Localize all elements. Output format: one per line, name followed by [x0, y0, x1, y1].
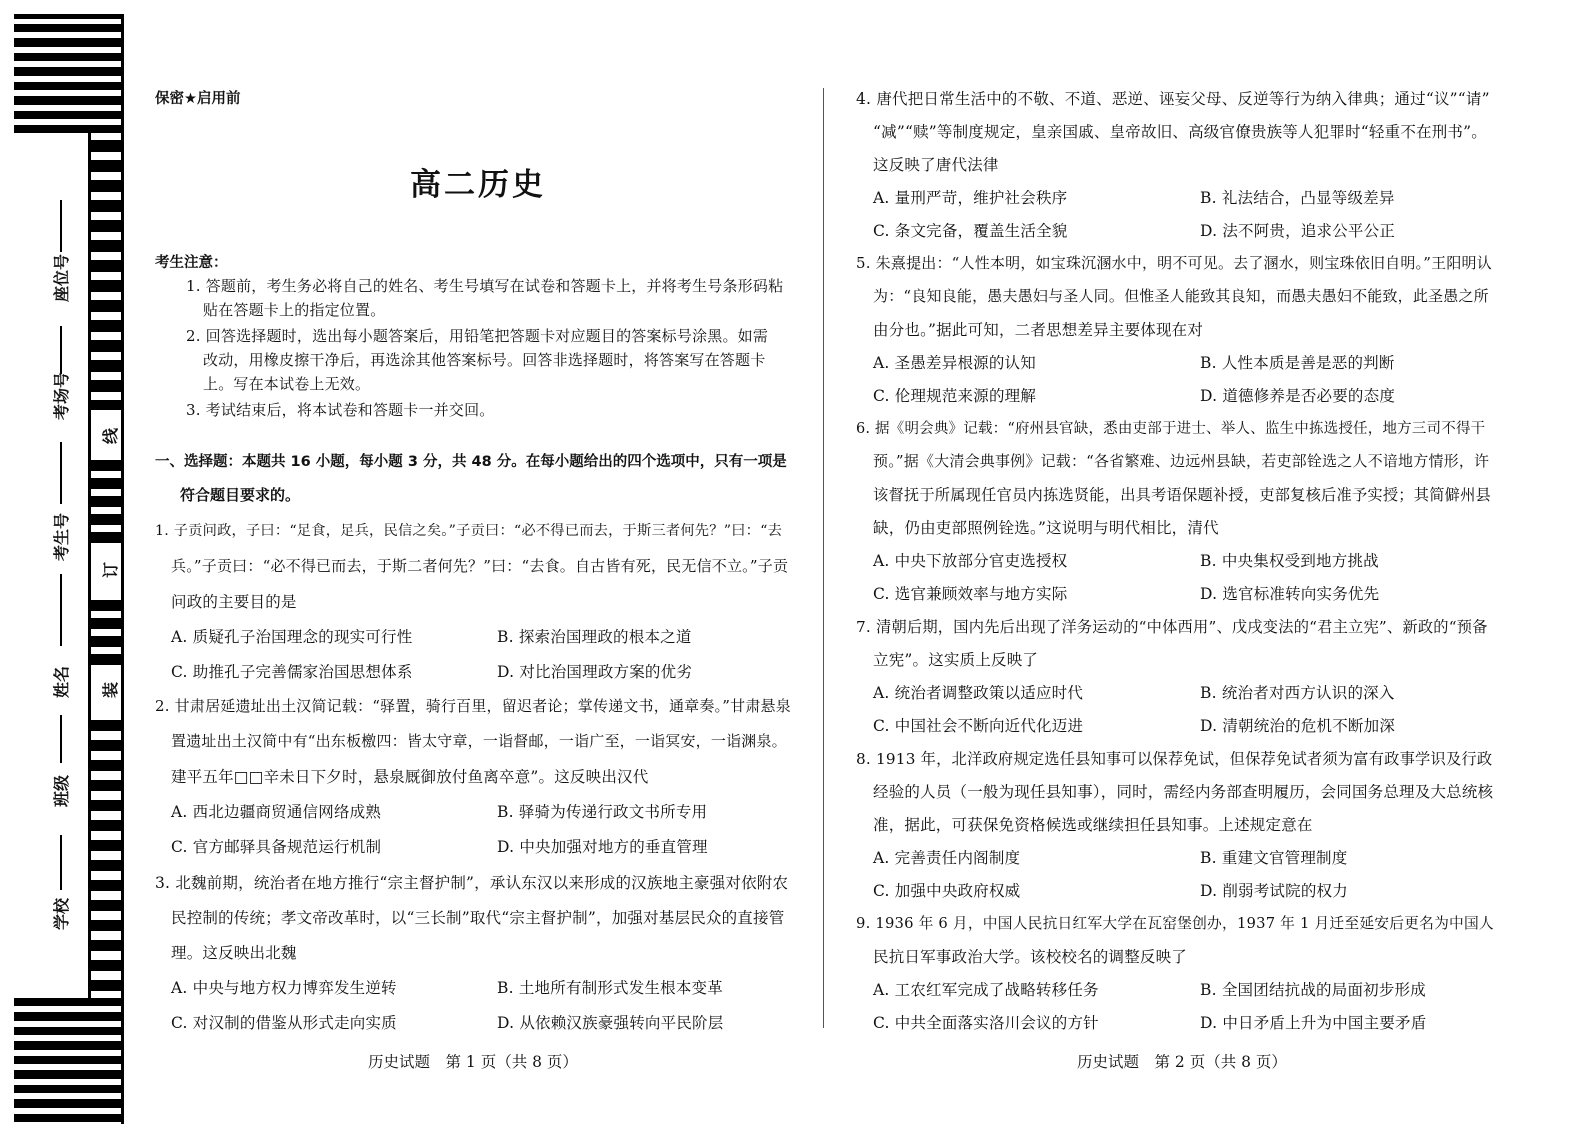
question-text: 1. 子贡问政，子曰：“足食，足兵，民信之矣。”子贡曰：“必不得已而去，于斯三者何先？”曰：“去 [155, 523, 783, 539]
option-a[interactable]: A. 中央与地方权力博弈发生逆转 [171, 979, 397, 997]
barcode-stripe [14, 1085, 124, 1093]
question-text: 这反映了唐代法律 [873, 156, 999, 174]
question-text: 由分也。”据此可知，二者思想差异主要体现在对 [873, 321, 1204, 339]
notice-line: 贴在答题卡上的指定位置。 [203, 301, 386, 319]
barcode-stripe [14, 24, 124, 32]
option-a[interactable]: A. 工农红军完成了战略转移任务 [873, 981, 1099, 999]
question-text: 问政的主要目的是 [171, 593, 297, 611]
exam-room-line[interactable] [60, 326, 62, 374]
barcode-stripe [91, 320, 121, 332]
barcode-stripe [91, 140, 121, 152]
option-a[interactable]: A. 中央下放部分官吏选授权 [873, 552, 1068, 570]
notice-line: 2. 回答选择题时，选出每小题答案后，用铅笔把答题卡对应题目的答案标号涂黑。如需 [186, 327, 769, 345]
barcode-stripe [91, 820, 121, 831]
option-a[interactable]: A. 统治者调整政策以适应时代 [873, 684, 1084, 702]
confidential-label: 保密★启用前 [155, 91, 241, 107]
option-b[interactable]: B. 全国团结抗战的局面初步形成 [1200, 981, 1426, 999]
name-line[interactable] [60, 574, 62, 646]
barcode-stripe [91, 300, 121, 312]
exam-room-label: 考场号 [52, 372, 71, 421]
question-text: 9. 1936 年 6 月，中国人民抗日红军大学在瓦窑堡创办，1937 年 1 月迁至延安后更名为中国人 [856, 915, 1494, 932]
option-d[interactable]: D. 中央加强对地方的垂直管理 [497, 838, 708, 856]
barcode-stripe [91, 654, 121, 665]
option-d[interactable]: D. 道德修养是否必要的态度 [1200, 387, 1396, 405]
barcode-stripe [91, 514, 121, 525]
option-b[interactable]: B. 驿骑为传递行政文书所专用 [497, 803, 708, 821]
barcode-stripe [91, 840, 121, 851]
barcode-stripe [14, 1012, 124, 1021]
option-a[interactable]: A. 圣愚差异根源的认知 [873, 354, 1036, 372]
question-text: 3. 北魏前期，统治者在地方推行“宗主督护制”，承认东汉以来形成的汉族地主豪强对依附农 [155, 874, 789, 892]
barcode-stripe [91, 240, 121, 252]
option-d[interactable]: D. 对比治国理政方案的优劣 [497, 663, 693, 681]
option-d[interactable]: D. 选官标准转向实务优先 [1200, 585, 1380, 603]
barcode-stripe [91, 360, 121, 372]
barcode-stripe [91, 600, 121, 611]
barcode-stripe [14, 998, 124, 1006]
option-d[interactable]: D. 清朝统治的危机不断加深 [1200, 717, 1396, 735]
option-c[interactable]: C. 中共全面落实洛川会议的方针 [873, 1014, 1099, 1032]
barcode-stripe [91, 880, 121, 891]
barcode-stripe [91, 400, 121, 410]
school-line[interactable] [60, 835, 62, 890]
barcode-stripe [91, 460, 121, 471]
barcode-stripe [91, 980, 121, 991]
question-text: 缺，仍由吏部照例铨选。”这说明与明代相比，清代 [873, 519, 1219, 537]
barcode-stripe [91, 860, 121, 871]
barcode-stripe [14, 14, 124, 19]
barcode-stripe [14, 1027, 124, 1035]
barcode-stripe [14, 1114, 124, 1122]
question-text: 理。这反映出北魏 [171, 944, 297, 962]
class-line[interactable] [60, 715, 62, 763]
notice-heading: 考生注意： [155, 255, 228, 271]
barcode-stripe [91, 800, 121, 811]
barcode-stripe [91, 280, 121, 292]
option-b[interactable]: B. 人性本质是善是恶的判断 [1200, 354, 1395, 372]
barcode-stripe [14, 1041, 124, 1050]
option-d[interactable]: D. 中日矛盾上升为中国主要矛盾 [1200, 1014, 1427, 1032]
option-d[interactable]: D. 从依赖汉族豪强转向平民阶层 [497, 1014, 724, 1032]
barcode-stripe [14, 96, 124, 105]
barcode-stripe [14, 125, 124, 133]
barcode-stripe [91, 160, 121, 172]
option-a[interactable]: A. 质疑孔子治国理念的现实可行性 [171, 628, 413, 646]
option-c[interactable]: C. 选官兼顾效率与地方实际 [873, 585, 1068, 603]
option-c[interactable]: C. 伦理规范来源的理解 [873, 387, 1037, 405]
barcode-stripe [14, 82, 124, 90]
notice-line: 3. 考试结束后，将本试卷和答题卡一并交回。 [186, 401, 495, 419]
student-number-label: 考生号 [52, 513, 71, 562]
barcode-stripe [91, 760, 121, 771]
question-text: 该督抚于所属现任官员内拣选贤能，出具考语保题补授，吏部复核后准予实授；其简僻州县 [873, 486, 1491, 504]
barcode-stripe [91, 920, 121, 931]
barcode-stripe [91, 636, 121, 647]
option-c[interactable]: C. 官方邮驿具备规范运行机制 [171, 838, 382, 856]
barcode-stripe [91, 380, 121, 392]
barcode-stripe [91, 496, 121, 507]
barcode-stripe [14, 1070, 124, 1079]
barcode-stripe [91, 340, 121, 352]
option-a[interactable]: A. 量刑严苛，维护社会秩序 [873, 189, 1068, 207]
question-text: 置遗址出土汉简中有“出东板檄四：皆太守章，一诣督邮，一诣广至，一诣冥安，一诣渊泉。 [171, 732, 787, 750]
binding-line [121, 14, 124, 1124]
section-heading: 符合题目要求的。 [180, 486, 301, 504]
option-b[interactable]: B. 统治者对西方认识的深入 [1200, 684, 1395, 702]
question-text: 立宪”。这实质上反映了 [873, 651, 1039, 669]
option-a[interactable]: A. 西北边疆商贸通信网络成熟 [171, 803, 382, 821]
notice-line: 改动，用橡皮擦干净后，再选涂其他答案标号。回答非选择题时，将答案写在答题卡 [203, 351, 766, 369]
option-b[interactable]: B. 探索治国理政的根本之道 [497, 628, 692, 646]
barcode-stripe [14, 1099, 124, 1108]
option-b[interactable]: B. 重建文官管理制度 [1200, 849, 1348, 867]
question-text: 7. 清朝后期，国内先后出现了洋务运动的“中体西用”、戊戌变法的“君主立宪”、新政的“预备 [856, 618, 1488, 636]
question-text: 6. 据《明会典》记载：“府州县官缺，悉由吏部于进士、举人、监生中拣选授任，地方三司不得干 [856, 421, 1486, 437]
option-c[interactable]: C. 助推孔子完善儒家治国思想体系 [171, 663, 413, 681]
barcode-stripe [14, 53, 124, 61]
student-number-line[interactable] [60, 442, 62, 504]
page-divider [823, 88, 824, 1028]
barcode-stripe [91, 720, 121, 731]
option-b[interactable]: B. 中央集权受到地方挑战 [1200, 552, 1379, 570]
barcode-stripe [91, 960, 121, 971]
notice-line: 1. 答题前，考生务必将自己的姓名、考生号填写在试卷和答题卡上，并将考生号条形码粘 [186, 277, 784, 295]
school-label: 学校 [52, 898, 71, 931]
notice-line: 上。写在本试卷上无效。 [203, 375, 371, 393]
option-a[interactable]: A. 完善责任内阁制度 [873, 849, 1021, 867]
question-text: 准，据此，可获保免资格候选或继续担任县知事。上述规定意在 [873, 816, 1313, 834]
barcode-stripe [91, 200, 121, 212]
barcode-stripe [91, 900, 121, 911]
barcode-stripe [91, 532, 121, 543]
option-c[interactable]: C. 中国社会不断向近代化迈进 [873, 717, 1084, 735]
class-label: 班级 [52, 775, 71, 808]
option-d[interactable]: D. 削弱考试院的权力 [1200, 882, 1348, 900]
barcode-stripe [91, 740, 121, 751]
question-text: 经验的人员（一般为现任县知事），同时，需经内务部查明履历，会同国务总理及大总统核 [873, 783, 1494, 801]
question-text: “减”“赎”等制度规定，皇亲国戚、皇帝故旧、高级官僚贵族等人犯罪时“轻重不在刑书”。 [873, 123, 1487, 141]
barcode-stripe [14, 67, 124, 76]
page-footer: 历史试题 第 1 页（共 8 页） [368, 1053, 578, 1071]
barcode-stripe [91, 940, 121, 951]
option-d[interactable]: D. 法不阿贵，追求公平公正 [1200, 222, 1396, 240]
name-label: 姓名 [52, 666, 71, 699]
barcode-stripe [91, 618, 121, 629]
question-text: 预。”据《大清会典事例》记载：“各省繁难、边远州县缺，若吏部铨选之人不谙地方情形，许 [873, 452, 1490, 470]
barcode-stripe [14, 1056, 124, 1064]
seat-number-label: 座位号 [52, 254, 71, 303]
question-text: 建平五年□□辛未日下夕时，悬泉厩御放付鱼离卒意”。这反映出汉代 [171, 768, 649, 786]
barcode-stripe [14, 38, 124, 47]
option-c[interactable]: C. 条文完备，覆盖生活全貌 [873, 222, 1068, 240]
question-text: 民抗日军事政治大学。该校校名的调整反映了 [873, 948, 1188, 966]
question-text: 4. 唐代把日常生活中的不敬、不道、恶逆、诬妄父母、反逆等行为纳入律典；通过“议”“请” [856, 90, 1490, 108]
seat-number-line[interactable] [60, 200, 62, 252]
barcode-stripe [91, 260, 121, 272]
page-title: 高二历史 [410, 167, 546, 203]
question-text: 兵。”子贡曰：“必不得已而去，于斯二者何先？”曰：“去食。自古皆有死，民无信不立。”子贡 [171, 557, 789, 575]
option-b[interactable]: B. 土地所有制形式发生根本变革 [497, 979, 723, 997]
barcode-stripe [91, 478, 121, 489]
barcode-stripe [14, 111, 124, 119]
staple-mark: 订 [101, 562, 120, 579]
question-text: 8. 1913 年，北洋政府规定选任县知事可以保荐免试，但保荐免试者须为富有政事学识及行政 [856, 750, 1493, 768]
section-heading: 一、选择题：本题共 16 小题，每小题 3 分，共 48 分。在每小题给出的四个选项中，只有一项是 [155, 454, 787, 470]
page-footer: 历史试题 第 2 页（共 8 页） [1077, 1053, 1287, 1071]
option-b[interactable]: B. 礼法结合，凸显等级差异 [1200, 189, 1395, 207]
option-c[interactable]: C. 加强中央政府权威 [873, 882, 1021, 900]
question-text: 民控制的传统；孝文帝改革时，以“三长制”取代“宗主督护制”，加强对基层民众的直接管 [171, 909, 785, 927]
question-text: 2. 甘肃居延遗址出土汉简记载：“驿置，骑行百里，留迟者论；掌传递文书，通章奏。”甘肃悬泉 [155, 697, 791, 715]
barcode-stripe [91, 220, 121, 232]
barcode-stripe [91, 180, 121, 192]
option-c[interactable]: C. 对汉制的借鉴从形式走向实质 [171, 1014, 397, 1032]
question-text: 5. 朱熹提出：“人性本明，如宝珠沉溷水中，明不可见。去了溷水，则宝珠依旧自明。”王阳明认 [856, 254, 1492, 272]
question-text: 为：“良知良能，愚夫愚妇与圣人同。但惟圣人能致其良知，而愚夫愚妇不能致，此圣愚之所 [873, 287, 1489, 305]
bind-mark: 装 [101, 682, 120, 699]
line-mark: 线 [101, 428, 120, 445]
barcode-stripe [91, 780, 121, 791]
